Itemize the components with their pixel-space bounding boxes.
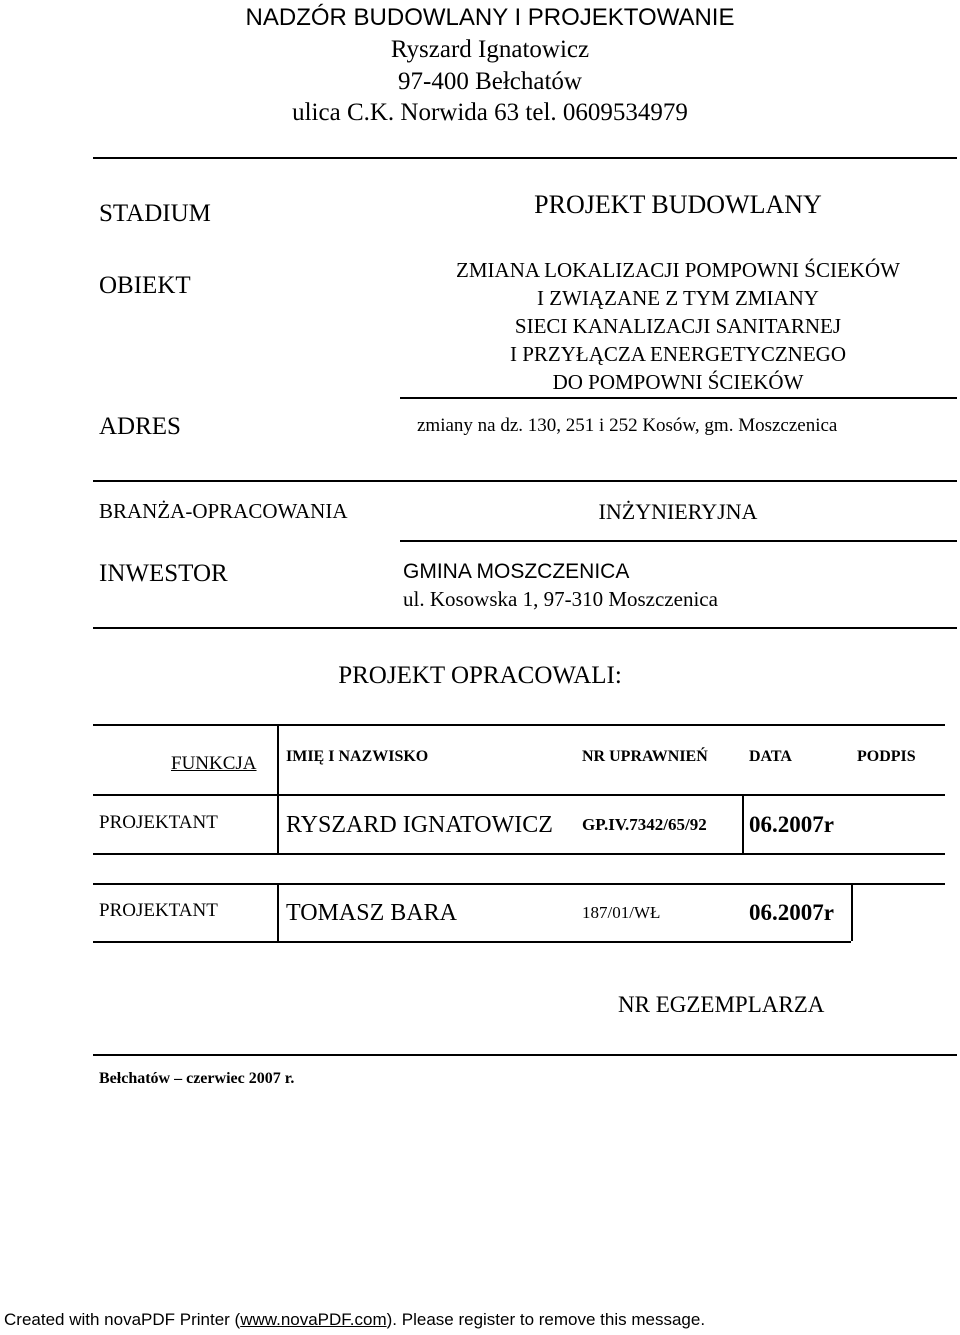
label-stadium: STADIUM [99, 200, 211, 227]
firm-name: NADZÓR BUDOWLANY I PROJEKTOWANIE [245, 4, 735, 31]
col-funkcja: FUNKCJA [171, 753, 257, 774]
team-heading: PROJEKT OPRACOWALI: [338, 662, 622, 689]
label-inwestor: INWESTOR [99, 560, 228, 587]
team-row2-top [93, 883, 945, 885]
col-data: DATA [749, 748, 792, 765]
divider-adres [93, 480, 957, 482]
divider-top [93, 157, 957, 159]
team-row-role: PROJEKTANT [99, 812, 218, 833]
obiekt-line: ZMIANA LOKALIZACJI POMPOWNI ŚCIEKÓW [456, 258, 900, 282]
footer-link[interactable]: www.novaPDF.com [240, 1310, 387, 1329]
obiekt-line: I ZWIĄZANE Z TYM ZMIANY [537, 286, 819, 310]
team-col-divider [742, 794, 744, 854]
owner-name: Ryszard Ignatowicz [390, 36, 590, 63]
inwestor-address: ul. Kosowska 1, 97-310 Moszczenica [403, 587, 718, 611]
label-obiekt: OBIEKT [99, 272, 191, 299]
postal-city: 97-400 Bełchatów [398, 68, 582, 95]
footer-prefix: Created with novaPDF Printer ( [4, 1310, 241, 1329]
team-table-bottom [93, 941, 851, 943]
obiekt-value [400, 256, 956, 396]
inwestor-name: GMINA MOSZCZENICA [403, 560, 630, 583]
team-table-top [93, 724, 945, 726]
team-row-license: 187/01/WŁ [582, 903, 661, 922]
team-row-license: GP.IV.7342/65/92 [582, 815, 707, 834]
obiekt-line: SIECI KANALIZACJI SANITARNEJ [514, 314, 842, 338]
street-phone: ulica C.K. Norwida 63 tel. 0609534979 [292, 99, 688, 126]
divider-branza [400, 540, 957, 542]
team-col-divider [851, 883, 853, 941]
divider-inwestor [93, 627, 957, 629]
team-row-date: 06.2007r [749, 900, 834, 925]
col-podpis: PODPIS [857, 748, 916, 765]
footer-suffix: ). Please register to remove this message. [386, 1310, 706, 1329]
label-adres: ADRES [99, 413, 181, 440]
branza-value: INŻYNIERYJNA [598, 499, 758, 524]
copy-number-label: NR EGZEMPLARZA [618, 992, 825, 1017]
team-col-divider [277, 883, 279, 941]
team-header-divider [93, 794, 945, 796]
col-imie-nazwisko: IMIĘ I NAZWISKO [286, 748, 429, 765]
footer-notice [4, 1310, 705, 1330]
team-row-date: 06.2007r [749, 812, 834, 837]
team-row-divider [93, 853, 945, 855]
divider-obiekt [400, 397, 957, 399]
team-row-role: PROJEKTANT [99, 900, 218, 921]
team-row-name: TOMASZ BARA [286, 900, 457, 926]
obiekt-line: DO POMPOWNI ŚCIEKÓW [552, 370, 804, 394]
adres-value: zmiany na dz. 130, 251 i 252 Kosów, gm. Moszczenica [417, 415, 838, 436]
stadium-value: PROJEKT BUDOWLANY [534, 190, 822, 219]
divider-bottom [93, 1054, 957, 1056]
team-row-name: RYSZARD IGNATOWICZ [286, 812, 553, 838]
place-date: Bełchatów – czerwiec 2007 r. [99, 1070, 295, 1087]
team-col-divider [277, 724, 279, 854]
col-nr-uprawnien: NR UPRAWNIEŃ [582, 748, 708, 765]
label-branza: BRANŻA-OPRACOWANIA [99, 499, 348, 523]
obiekt-line: I PRZYŁĄCZA ENERGETYCZNEGO [510, 342, 846, 366]
